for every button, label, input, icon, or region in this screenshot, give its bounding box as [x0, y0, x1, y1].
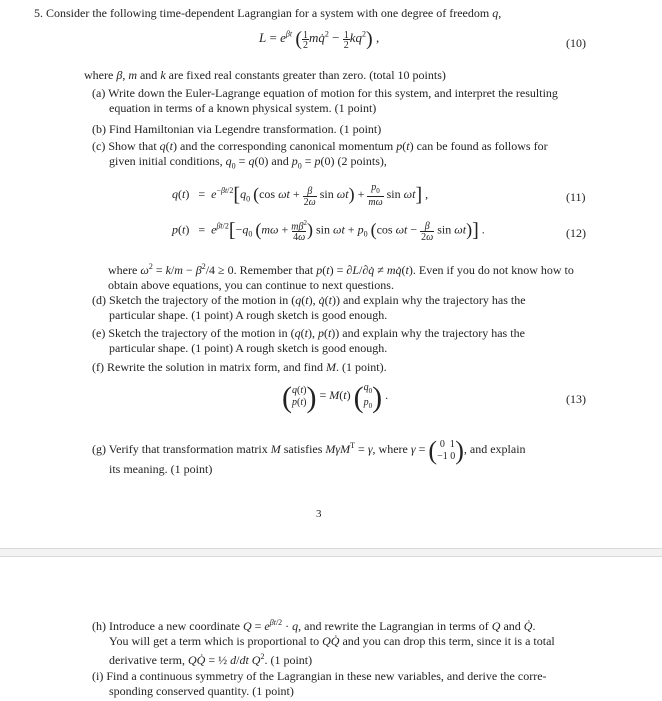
part-g-cont: its meaning. (1 point) [109, 462, 213, 476]
part-f: (f) Rewrite the solution in matrix form, and find M. (1 point). [92, 360, 387, 374]
equation-p-of-t: $p(t) = e^{\beta t/2}[-q_0$ ($m\omega + m\beta^2$ 4ω ) $\sin \omega t + p_0$ (cos $\omega t - \frac{\beta}{2\omega}$ sin ωt)] . [172, 219, 485, 244]
page-number: 3 [316, 508, 322, 520]
part-h: (h) Introduce a new coordinate $Q = e^{\beta t/2} \cdot q$, and rewrite the Lagrangian in terms of Q and Q̇. You will get a term which is proportional to QQ̇ and you can drop this term, since it is a total derivative term, QQ̇ = ½ d/dt $Q^2$. (1 point) [92, 618, 555, 667]
part-e: (e) Sketch the trajectory of the motion in (q(t), p(t)) and explain why the trajectory has the particular shape. (1 point) A rough sketch is good enough. [92, 326, 525, 355]
equation-matrix-form: (q(t) p(t)) = M(t) ($q_0$ $p_0$) . [282, 381, 389, 414]
part-c-note: where $\omega^2 = k/m - \beta^2/4 \ge 0$. Remember that p(t) = ∂L/∂q̇ ≠ mq̇(t). Even if you do not know how to obtain above equations, you can continue to next questions. [108, 262, 574, 292]
part-b: (b) Find Hamiltonian via Legendre transformation. (1 point) [92, 122, 382, 136]
equation-number-13: (13) [566, 392, 586, 406]
problem-intro: 5. Consider the following time-dependent Lagrangian for a system with one degree of freedom q, [34, 6, 502, 20]
equation-number-12: (12) [566, 226, 586, 240]
part-i: (i) Find a continuous symmetry of the Lagrangian in these new variables, and derive the corre- sponding conserved quantity. (1 point) [92, 669, 547, 698]
equation-q-of-t: $q(t) = e^{-\beta t/2}[q_0$ (cos $\omega t + \frac{\beta}{2\omega}$ $\sin \omega t) + p_0$ mω sin ωt] , [172, 182, 429, 208]
part-c: (c) Show that q(t) and the corresponding canonical momentum p(t) can be found as follows for given initial conditions, $q_0 = q(0)$ and $p_0 = p(0)$ (2 points), [92, 139, 548, 171]
equation-number-11: (11) [566, 190, 586, 204]
equation-number-10: (10) [566, 36, 586, 50]
part-g: (g) Verify that transformation matrix M satisfies MγM$^T$ = γ, where γ = ( 0 1 −1 0), and explain [92, 436, 526, 465]
part-d: (d) Sketch the trajectory of the motion in (q(t), q̇(t)) and explain why the trajectory has the particular shape. (1 point) A rough sketch is good enough. [92, 293, 526, 322]
lagrangian-equation: $L = e^{\beta t}$ (1 2mq̇$^2$ − 1 $2kq^2$) , [259, 28, 380, 51]
page-4 [0, 556, 662, 701]
part-a: (a) Write down the Euler-Lagrange equation of motion for this system, and interpret the resulting equation in terms of a known physical system. (1 point) [92, 86, 558, 115]
problem-where: where β, m and k are fixed real constants greater than zero. (total 10 points) [84, 68, 446, 82]
